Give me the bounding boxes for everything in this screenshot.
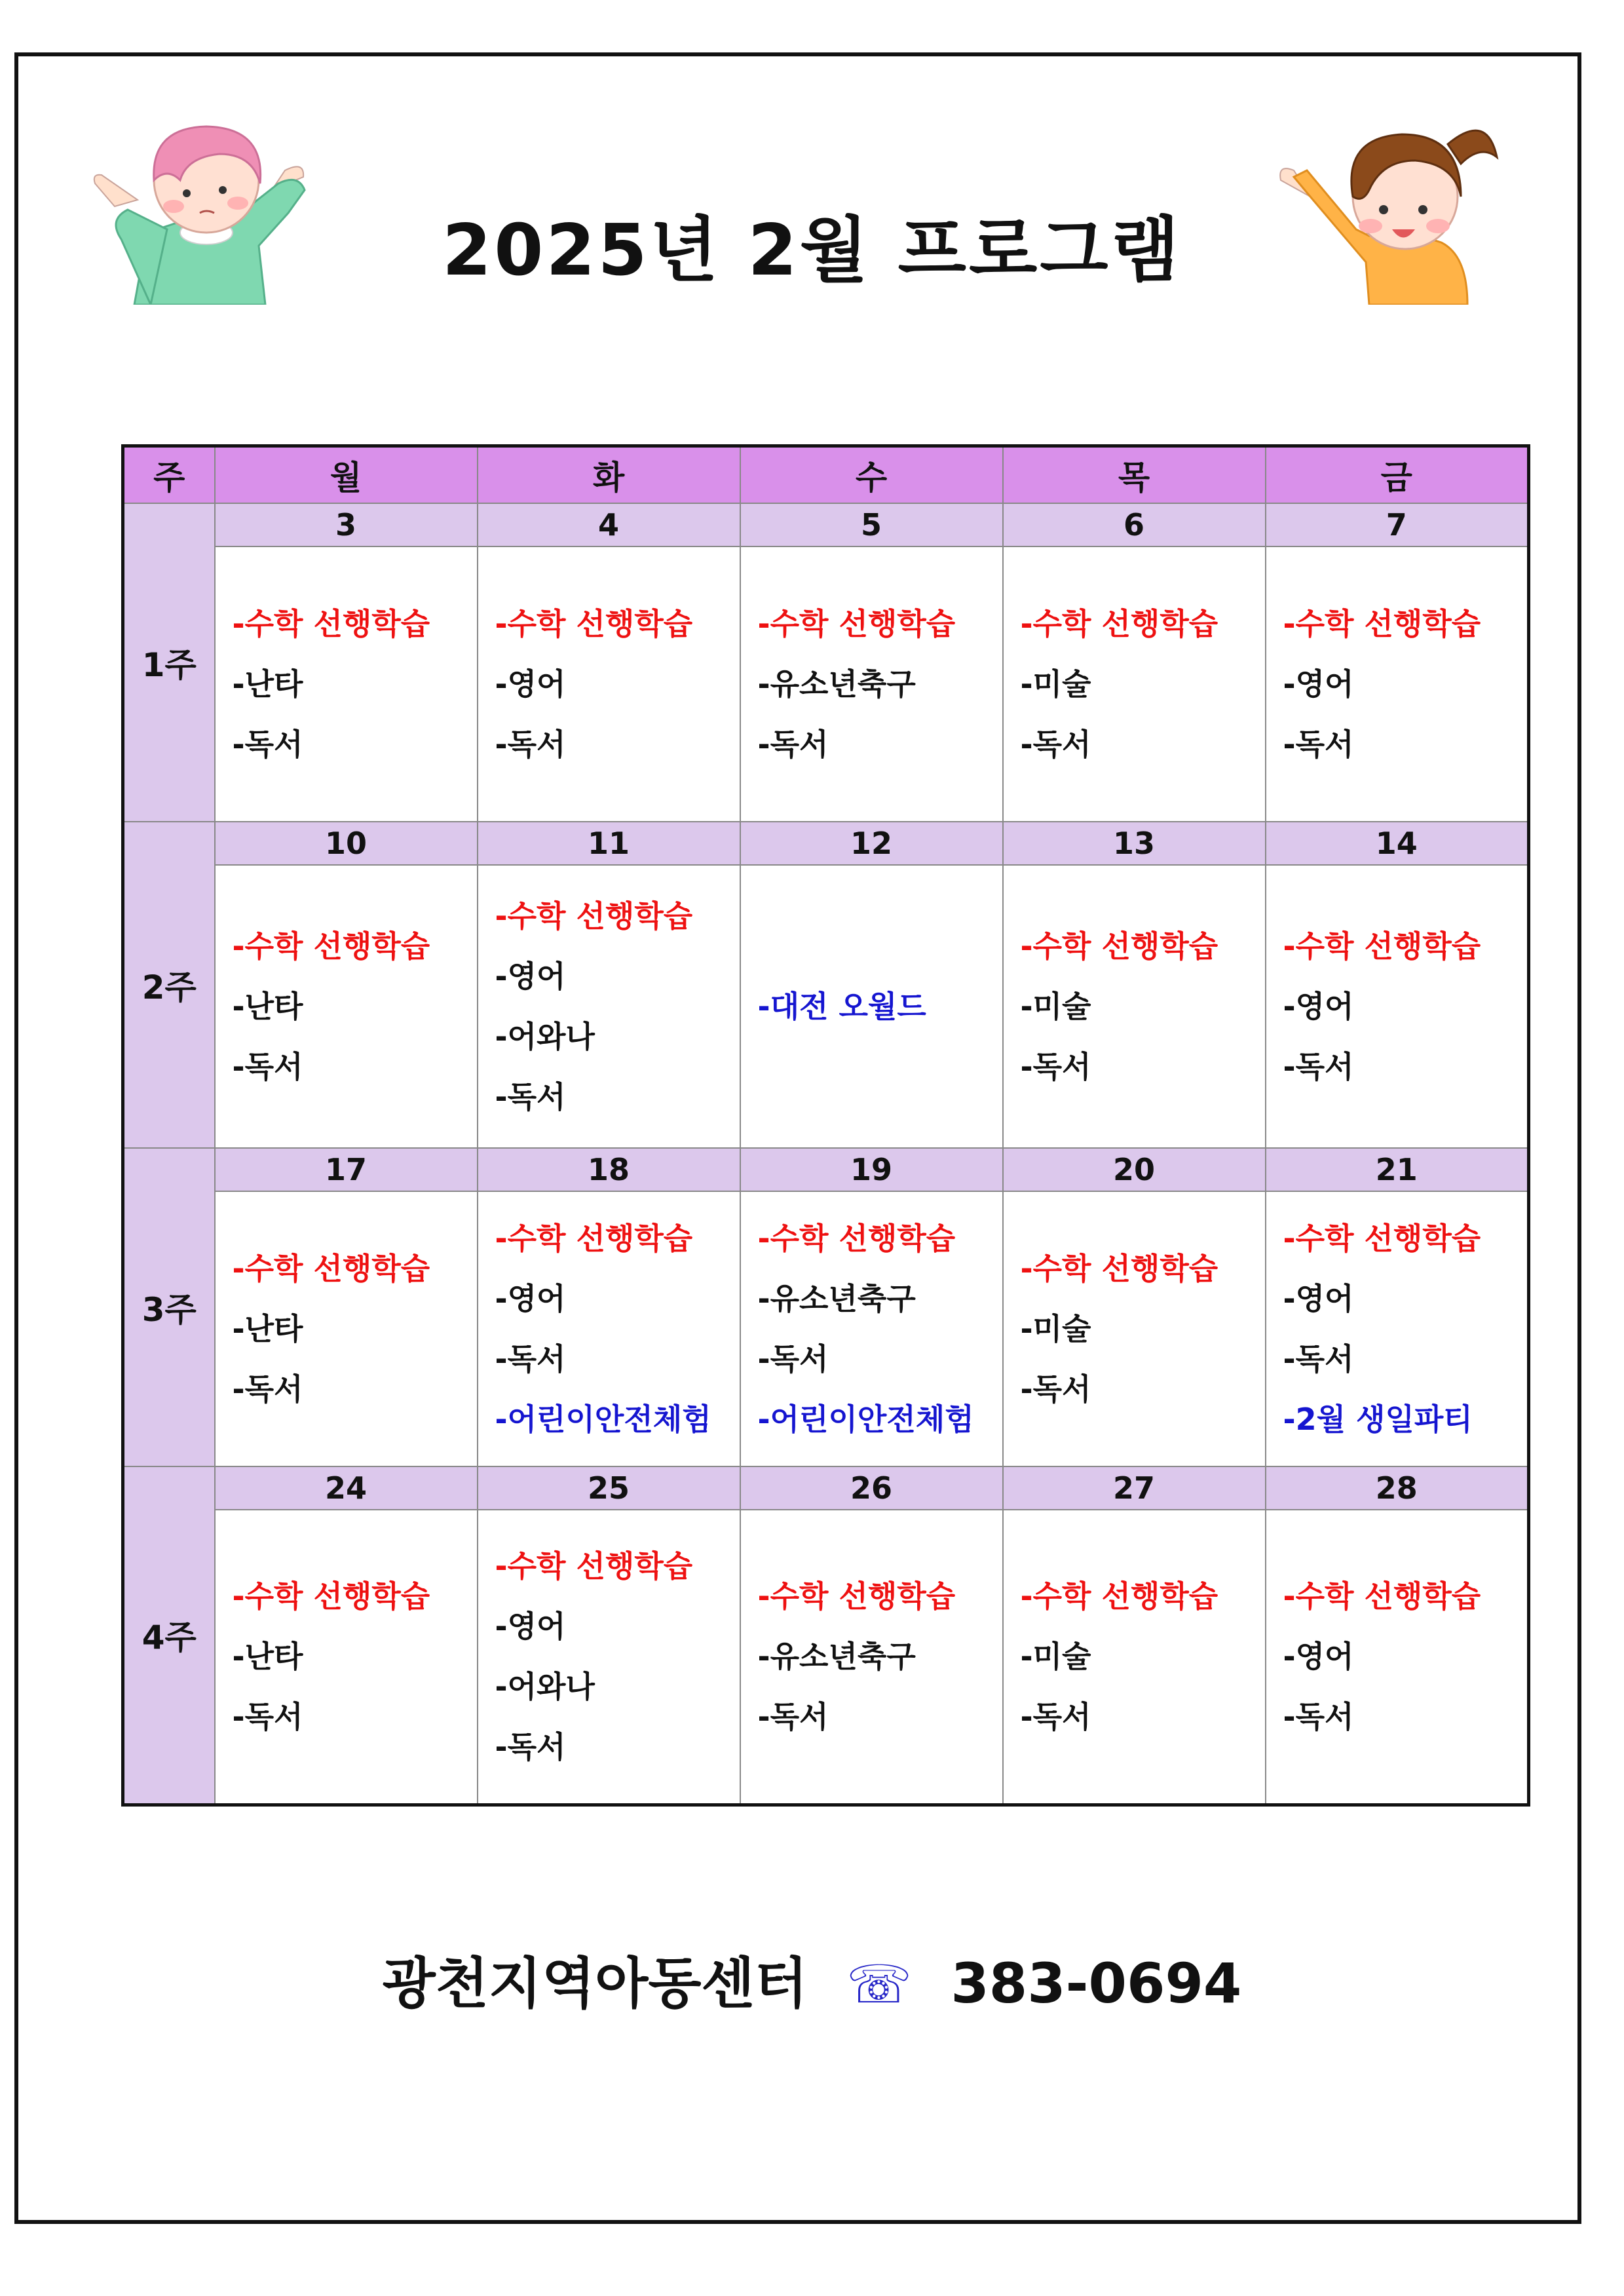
program-list bbox=[741, 1208, 1002, 1449]
program-item: -영어 bbox=[495, 666, 566, 702]
program-item: -독서 bbox=[1020, 727, 1091, 762]
program-item: -독서 bbox=[757, 727, 829, 762]
date-cell: 4 bbox=[478, 503, 740, 546]
program-item: -미술 bbox=[1020, 666, 1091, 702]
program-list bbox=[1266, 1566, 1528, 1747]
date-cell: 18 bbox=[478, 1148, 740, 1191]
program-cell bbox=[1003, 1191, 1266, 1466]
program-row bbox=[123, 1191, 1529, 1466]
program-list bbox=[1004, 594, 1265, 775]
girl-illustration bbox=[1271, 98, 1507, 305]
program-item: -영어 bbox=[1283, 1639, 1354, 1675]
program-item: -독서 bbox=[1020, 1699, 1091, 1735]
program-item: -수학 선행학습 bbox=[232, 1578, 430, 1615]
program-item: -수학 선행학습 bbox=[1020, 606, 1218, 641]
program-item: -어와나 bbox=[495, 1669, 595, 1705]
date-cell: 19 bbox=[740, 1148, 1003, 1191]
program-item: -수학 선행학습 bbox=[232, 928, 430, 964]
program-item: -영어 bbox=[1283, 989, 1354, 1024]
center-name: 광천지역아동센터 bbox=[382, 1951, 808, 2016]
program-list bbox=[216, 916, 477, 1097]
page-title: 2025년 2월 프로그램 bbox=[442, 210, 1182, 292]
telephone-icon: ☏ bbox=[846, 1954, 913, 2015]
program-item: -수학 선행학습 bbox=[232, 1251, 430, 1286]
header-day-mon: 월 bbox=[215, 446, 478, 504]
program-item: -독서 bbox=[1020, 1049, 1091, 1084]
date-cell: 12 bbox=[740, 822, 1003, 865]
program-list bbox=[1266, 916, 1528, 1097]
program-cell bbox=[1266, 1191, 1529, 1466]
program-list bbox=[741, 1566, 1002, 1747]
schedule-table bbox=[121, 444, 1530, 1807]
program-item: -수학 선행학습 bbox=[1283, 606, 1481, 641]
program-item: -수학 선행학습 bbox=[495, 1548, 693, 1584]
program-list bbox=[478, 1536, 740, 1777]
date-cell: 3 bbox=[215, 503, 478, 546]
program-item: -영어 bbox=[495, 959, 566, 994]
program-item: -수학 선행학습 bbox=[232, 606, 430, 641]
program-item: -독서 bbox=[232, 1699, 303, 1735]
program-list bbox=[478, 886, 740, 1127]
date-cell: 26 bbox=[740, 1466, 1003, 1510]
program-item: -독서 bbox=[232, 1049, 303, 1084]
program-cell bbox=[740, 546, 1003, 822]
program-item: -어린이안전체험 bbox=[757, 1402, 974, 1437]
program-item: -독서 bbox=[1283, 1341, 1354, 1377]
program-item: -독서 bbox=[1283, 1699, 1354, 1735]
program-item: -영어 bbox=[495, 1609, 566, 1645]
date-cell: 10 bbox=[215, 822, 478, 865]
program-cell bbox=[215, 546, 478, 822]
program-cell bbox=[1266, 865, 1529, 1148]
program-item: -수학 선행학습 bbox=[1020, 928, 1218, 964]
program-item: -유소년축구 bbox=[757, 666, 916, 702]
program-list bbox=[1004, 1238, 1265, 1419]
program-list bbox=[1004, 1566, 1265, 1747]
date-row bbox=[123, 822, 1529, 865]
program-item: -수학 선행학습 bbox=[1020, 1578, 1218, 1615]
program-list bbox=[1266, 594, 1528, 775]
program-cell bbox=[1266, 1510, 1529, 1805]
program-cell bbox=[478, 546, 740, 822]
date-cell: 28 bbox=[1266, 1466, 1529, 1510]
header-day-tue: 화 bbox=[478, 446, 740, 504]
program-item: -수학 선행학습 bbox=[757, 1221, 956, 1256]
phone-number: 383-0694 bbox=[951, 1951, 1242, 2016]
program-cell bbox=[1003, 865, 1266, 1148]
program-list bbox=[216, 594, 477, 775]
program-item: -미술 bbox=[1020, 1311, 1091, 1347]
program-item: -유소년축구 bbox=[757, 1639, 916, 1675]
program-item: -독서 bbox=[232, 727, 303, 762]
program-item: -수학 선행학습 bbox=[757, 1578, 956, 1615]
program-item: -독서 bbox=[495, 1341, 566, 1377]
program-item: -난타 bbox=[232, 989, 303, 1024]
program-cell bbox=[215, 1510, 478, 1805]
program-item: -수학 선행학습 bbox=[495, 1221, 693, 1256]
program-cell bbox=[1266, 546, 1529, 822]
program-cell bbox=[478, 1191, 740, 1466]
program-cell bbox=[215, 865, 478, 1148]
date-row bbox=[123, 1466, 1529, 1510]
program-item: -난타 bbox=[232, 1311, 303, 1347]
program-item: -난타 bbox=[232, 666, 303, 702]
date-cell: 20 bbox=[1003, 1148, 1266, 1191]
program-item: -유소년축구 bbox=[757, 1281, 916, 1316]
program-item: -수학 선행학습 bbox=[495, 898, 693, 934]
date-cell: 21 bbox=[1266, 1148, 1529, 1191]
header-day-thu: 목 bbox=[1003, 446, 1266, 504]
date-cell: 14 bbox=[1266, 822, 1529, 865]
program-item: -미술 bbox=[1020, 989, 1091, 1024]
date-cell: 17 bbox=[215, 1148, 478, 1191]
program-item: -영어 bbox=[495, 1281, 566, 1316]
date-row bbox=[123, 1148, 1529, 1191]
program-item: -수학 선행학습 bbox=[1283, 1578, 1481, 1615]
program-cell bbox=[1003, 546, 1266, 822]
date-cell: 24 bbox=[215, 1466, 478, 1510]
date-row bbox=[123, 503, 1529, 546]
date-cell: 13 bbox=[1003, 822, 1266, 865]
program-list bbox=[1266, 1208, 1528, 1449]
program-list bbox=[216, 1566, 477, 1747]
program-cell bbox=[478, 1510, 740, 1805]
date-cell: 5 bbox=[740, 503, 1003, 546]
program-item: -독서 bbox=[1020, 1371, 1091, 1407]
program-item: -독서 bbox=[232, 1371, 303, 1407]
header-day-fri: 금 bbox=[1266, 446, 1529, 504]
date-cell: 25 bbox=[478, 1466, 740, 1510]
program-item: -영어 bbox=[1283, 666, 1354, 702]
week-label: 1주 bbox=[123, 503, 215, 822]
program-item: -독서 bbox=[495, 1079, 566, 1115]
program-item: -독서 bbox=[495, 1729, 566, 1765]
program-list bbox=[478, 1208, 740, 1449]
date-cell: 11 bbox=[478, 822, 740, 865]
week-label: 2주 bbox=[123, 822, 215, 1148]
program-item: -영어 bbox=[1283, 1281, 1354, 1316]
program-list bbox=[741, 594, 1002, 775]
program-item: -수학 선행학습 bbox=[495, 606, 693, 641]
date-cell: 7 bbox=[1266, 503, 1529, 546]
header-row bbox=[123, 446, 1529, 504]
program-item: -수학 선행학습 bbox=[1020, 1251, 1218, 1286]
program-list bbox=[216, 1238, 477, 1419]
program-cell bbox=[215, 1191, 478, 1466]
program-item: -독서 bbox=[1283, 727, 1354, 762]
program-cell bbox=[478, 865, 740, 1148]
date-cell: 6 bbox=[1003, 503, 1266, 546]
program-list bbox=[1004, 916, 1265, 1097]
program-item: -어린이안전체험 bbox=[495, 1402, 711, 1437]
program-cell bbox=[740, 1191, 1003, 1466]
program-list bbox=[741, 976, 1002, 1037]
header-week: 주 bbox=[123, 446, 215, 504]
program-item: -독서 bbox=[495, 727, 566, 762]
footer bbox=[0, 1940, 1624, 2019]
program-list bbox=[478, 594, 740, 775]
program-item: -2월 생일파티 bbox=[1283, 1402, 1473, 1437]
header-day-wed: 수 bbox=[740, 446, 1003, 504]
program-row bbox=[123, 865, 1529, 1148]
date-cell: 27 bbox=[1003, 1466, 1266, 1510]
program-item: -난타 bbox=[232, 1639, 303, 1675]
program-item: -수학 선행학습 bbox=[1283, 928, 1481, 964]
program-item: -독서 bbox=[757, 1341, 829, 1377]
week-label: 4주 bbox=[123, 1466, 215, 1805]
program-cell bbox=[740, 1510, 1003, 1805]
program-cell bbox=[1003, 1510, 1266, 1805]
program-cell bbox=[740, 865, 1003, 1148]
program-item: -미술 bbox=[1020, 1639, 1091, 1675]
program-item: -독서 bbox=[1283, 1049, 1354, 1084]
program-row bbox=[123, 1510, 1529, 1805]
program-item: -대전 오월드 bbox=[757, 989, 926, 1024]
week-label: 3주 bbox=[123, 1148, 215, 1466]
program-row bbox=[123, 546, 1529, 822]
program-item: -어와나 bbox=[495, 1019, 595, 1054]
program-item: -독서 bbox=[757, 1699, 829, 1735]
program-item: -수학 선행학습 bbox=[757, 606, 956, 641]
program-item: -수학 선행학습 bbox=[1283, 1221, 1481, 1256]
